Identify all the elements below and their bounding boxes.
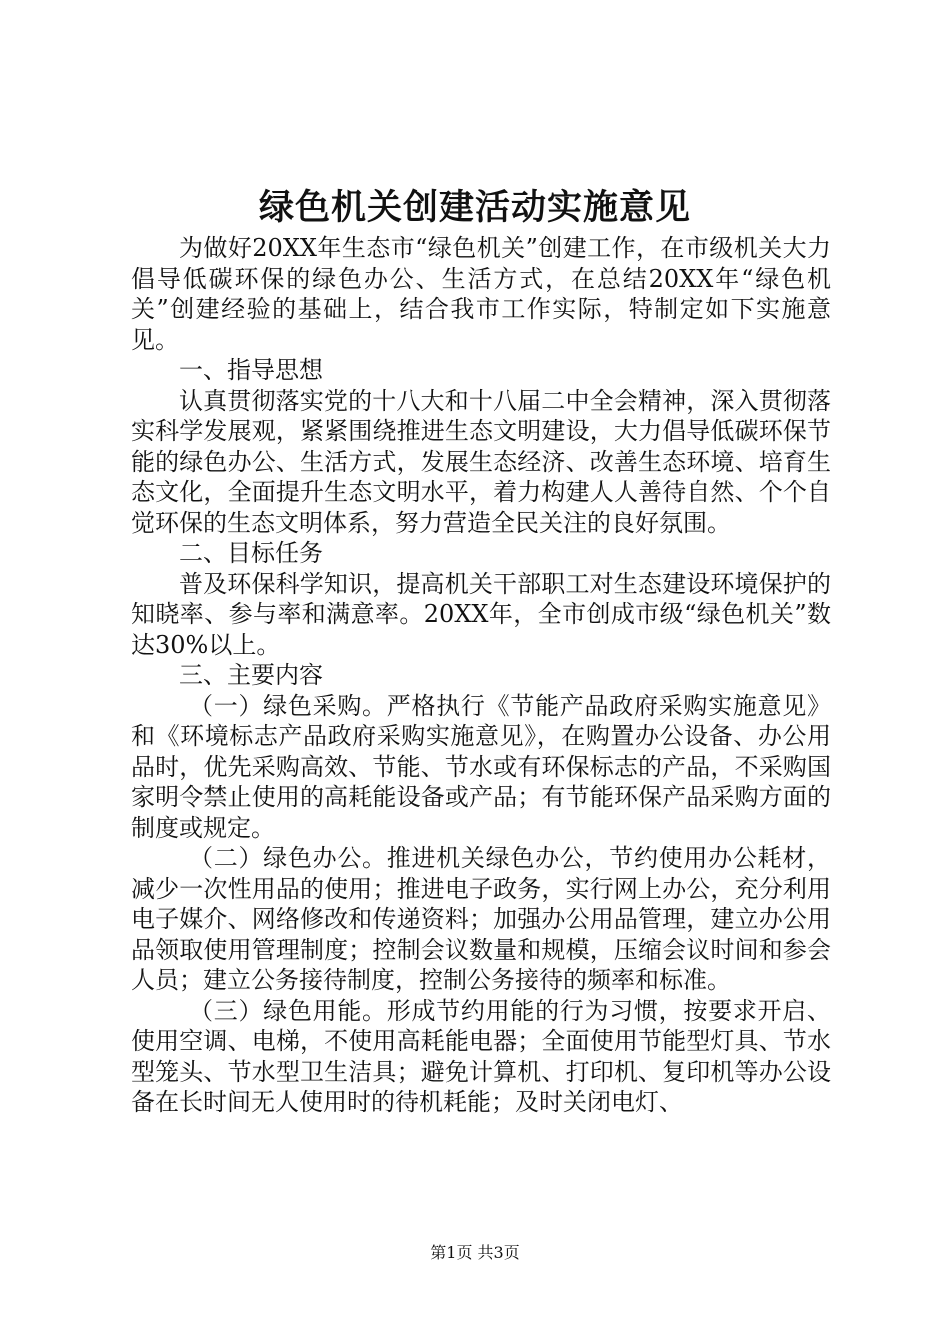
section-heading-guiding-ideology: 一、指导思想 [179, 356, 323, 384]
document-title: 绿色机关创建活动实施意见 [258, 187, 691, 228]
green-procurement-paragraph: （一）绿色采购。严格执行《节能产品政府采购实施意见》和《环境标志产品政府采购实施意见》，在购置办公设备、办公用品时，优先采购高效、节能、节水或有环保标志的产品，不采购国家明令禁止使用的高耗能设备或产品；有节能环保产品采购方面的制度或规定。 [131, 691, 831, 842]
guiding-ideology-paragraph: 认真贯彻落实党的十八大和十八届二中全会精神，深入贯彻落实科学发展观，紧紧围绕推进生态文明建设，大力倡导低碳环保节能的绿色办公、生活方式，发展生态经济、改善生态环境、培育生态文化，全面提升生态文明水平，着力构建人人善待自然、个个自觉环保的生态文明体系，努力营造全民关注的良好氛围。 [131, 386, 831, 537]
section-heading-goals: 二、目标任务 [179, 539, 323, 567]
page-footer: 第1页 共3页 [430, 1243, 520, 1262]
green-office-paragraph: （二）绿色办公。推进机关绿色办公，节约使用办公耗材，减少一次性用品的使用；推进电子政务，实行网上办公，充分利用电子媒介、网络修改和传递资料；加强办公用品管理，建立办公用品领取使用管理制度；控制会议数量和规模，压缩会议时间和参会人员；建立公务接待制度，控制公务接待的频率和标准。 [131, 844, 831, 994]
goals-paragraph: 普及环保科学知识，提高机关干部职工对生态建设环境保护的知晓率、参与率和满意率。20XX年，全市创成市级“绿色机关”数达30%以上。 [131, 569, 831, 659]
document-body [131, 233, 831, 1118]
intro-paragraph: 为做好20XX年生态市“绿色机关”创建工作，在市级机关大力倡导低碳环保的绿色办公、生活方式，在总结20XX年“绿色机关”创建经验的基础上，结合我市工作实际，特制定如下实施意见。 [131, 234, 831, 354]
section-heading-main-content: 三、主要内容 [179, 661, 323, 689]
green-energy-paragraph: （三）绿色用能。形成节约用能的行为习惯，按要求开启、使用空调、电梯，不使用高耗能电器；全面使用节能型灯具、节水型笼头、节水型卫生洁具；避免计算机、打印机、复印机等办公设备在长时间无人使用时的待机耗能；及时关闭电灯、 [131, 996, 831, 1116]
